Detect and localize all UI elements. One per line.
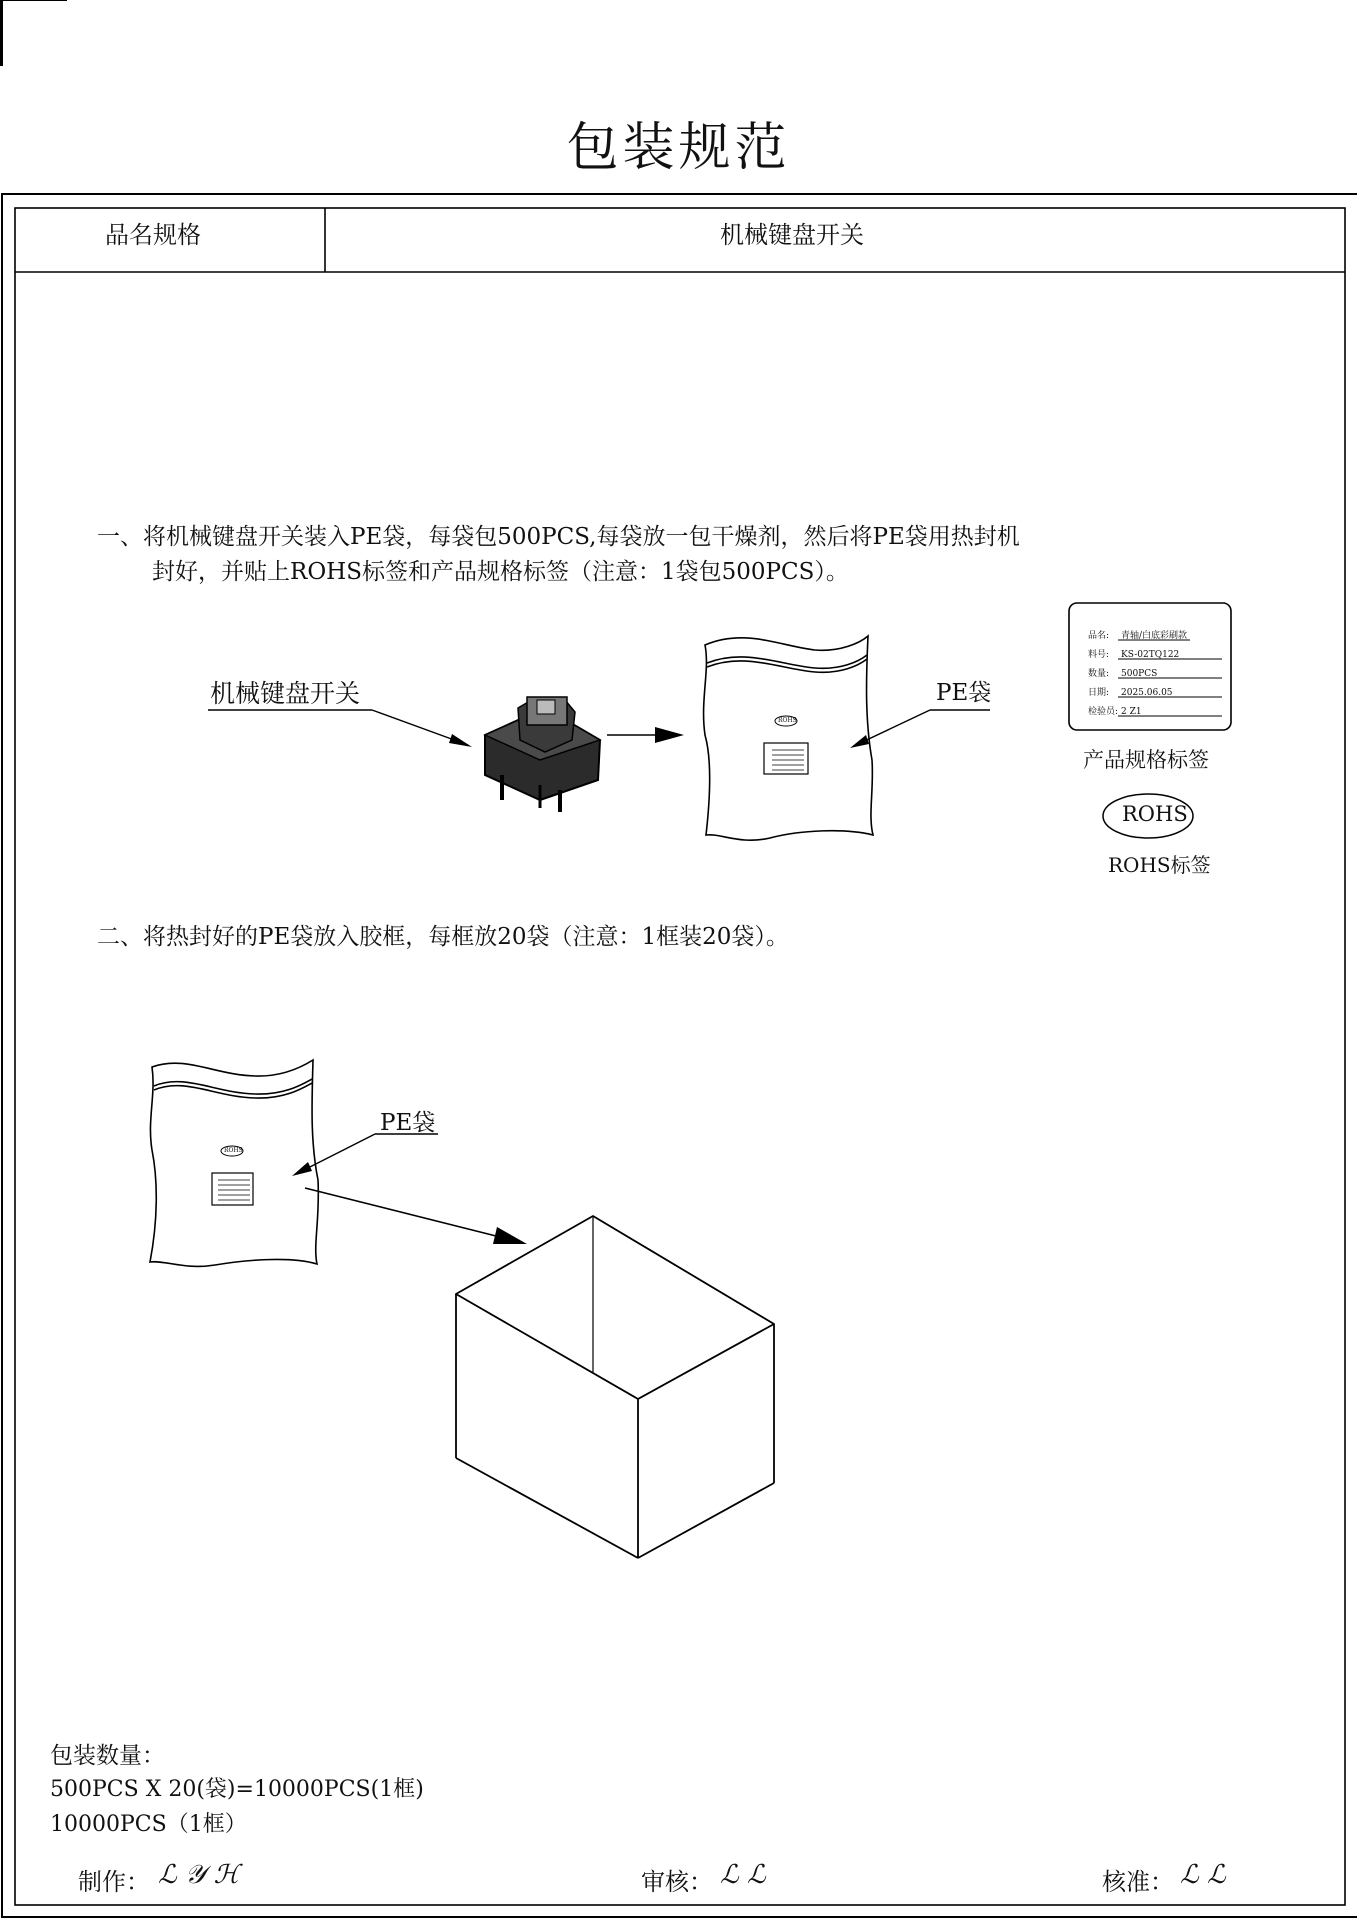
made-by-label: 制作： bbox=[78, 1868, 150, 1896]
step2-text: 二、将热封好的PE袋放入胶框，每框放20袋（注意：1框装20袋）。 bbox=[97, 924, 789, 950]
page-title: 包装规范 bbox=[566, 118, 791, 178]
bag2-label: PE袋 bbox=[380, 1110, 436, 1136]
spec-tag-key: 数量: bbox=[1088, 669, 1110, 679]
rohs-tag-text: ROHS bbox=[1122, 802, 1188, 826]
plastic-crate-illustration bbox=[456, 1216, 774, 1558]
spec-value: 机械键盘开关 bbox=[720, 221, 864, 249]
bag-rohs-mark: ROHS bbox=[778, 717, 797, 724]
bag2-label-leader bbox=[300, 1134, 438, 1172]
step1-line1: 一、将机械键盘开关装入PE袋，每袋包500PCS,每袋放一包干燥剂，然后将PE袋用热封机 bbox=[97, 524, 1020, 550]
spec-tag-values bbox=[1121, 627, 1187, 722]
packing-line1: 500PCS X 20(袋)=10000PCS(1框) bbox=[50, 1777, 424, 1802]
spec-tag-key: 品名: bbox=[1088, 631, 1110, 641]
spec-tag-value: 青轴/白底彩刷款 bbox=[1121, 631, 1188, 641]
approved-signature: ℒ ℒ bbox=[1180, 1860, 1226, 1890]
switch-label: 机械键盘开关 bbox=[210, 679, 361, 708]
keyboard-switch-illustration bbox=[485, 697, 600, 812]
approved-label: 核准： bbox=[1102, 1868, 1174, 1896]
spec-tag-value: 500PCS bbox=[1121, 669, 1158, 679]
packing-line2: 10000PCS（1框） bbox=[50, 1812, 247, 1837]
pe-bag-illustration-2 bbox=[150, 1060, 318, 1266]
made-by-signature: ℒ 𝒴 ℋ bbox=[158, 1860, 240, 1890]
spec-tag-value: 2025.06.05 bbox=[1121, 688, 1173, 698]
arrow-to-bag bbox=[607, 727, 684, 743]
spec-tag-key: 检验员: bbox=[1088, 707, 1119, 717]
spec-tag-key: 料号: bbox=[1088, 650, 1110, 660]
reviewed-label: 审核： bbox=[641, 1868, 713, 1896]
switch-label-leader bbox=[208, 710, 468, 745]
spec-tag-caption: 产品规格标签 bbox=[1083, 748, 1209, 772]
reviewed-signature: ℒ ℒ bbox=[720, 1860, 766, 1890]
spec-tag-value: 2 Z1 bbox=[1121, 707, 1142, 717]
spec-tag-keys bbox=[1088, 627, 1118, 722]
bag-label-leader bbox=[856, 710, 990, 745]
step1-line2: 封好，并贴上ROHS标签和产品规格标签（注意：1袋包500PCS）。 bbox=[152, 559, 849, 585]
pe-bag-illustration bbox=[704, 636, 873, 840]
bag-label: PE袋 bbox=[936, 680, 992, 706]
bag2-rohs-mark: ROHS bbox=[224, 1147, 243, 1154]
packing-heading: 包装数量： bbox=[50, 1743, 165, 1769]
spec-label: 品名规格 bbox=[105, 221, 201, 249]
spec-tag-value: KS-02TQ122 bbox=[1121, 650, 1180, 660]
arrow-to-box bbox=[305, 1188, 527, 1244]
rohs-tag-caption: ROHS标签 bbox=[1108, 853, 1211, 877]
spec-tag-key: 日期: bbox=[1088, 688, 1110, 698]
